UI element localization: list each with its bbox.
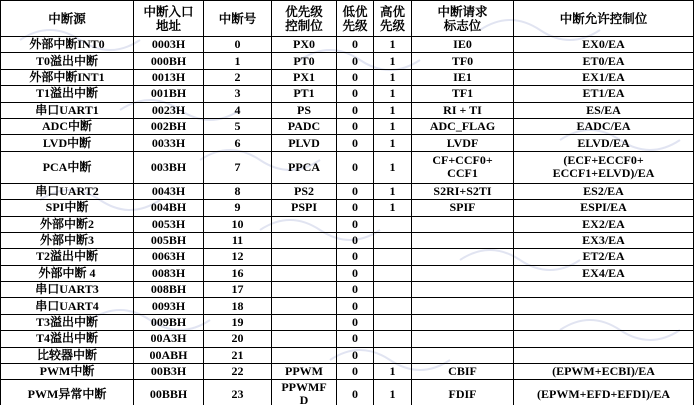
cell-request-flag-bit: [412, 331, 514, 347]
cell-request-flag-bit: [412, 298, 514, 314]
table-row: [1, 347, 694, 363]
cell-entry-address: 004BH: [134, 200, 204, 216]
cell-request-flag-bit: LVDF: [412, 135, 514, 151]
cell-interrupt-number: 17: [204, 282, 272, 298]
cell-high-priority: [374, 331, 412, 347]
table-row: [1, 265, 694, 281]
cell-low-priority: 0: [337, 53, 374, 69]
cell-entry-address: 005BH: [134, 232, 204, 248]
cell-request-flag-bit: [412, 265, 514, 281]
cell-request-flag-bit: IE0: [412, 37, 514, 53]
table-row: [1, 37, 694, 53]
cell-high-priority: [374, 216, 412, 232]
cell-enable-control-bit: ET1/EA: [514, 86, 694, 102]
cell-entry-address: 0093H: [134, 298, 204, 314]
table-row: [1, 53, 694, 69]
cell-source: PCA中断: [1, 151, 134, 183]
cell-source: SPI中断: [1, 200, 134, 216]
cell-priority-control-bit: PS2: [272, 183, 337, 199]
cell-entry-address: 00B3H: [134, 364, 204, 380]
cell-enable-control-bit: (EPWM+ECBI)/EA: [514, 364, 694, 380]
cell-low-priority: 0: [337, 69, 374, 85]
cell-request-flag-bit: ADC_FLAG: [412, 118, 514, 134]
cell-source: 外部中断INT1: [1, 69, 134, 85]
cell-request-flag-bit: [412, 282, 514, 298]
table-row: [1, 118, 694, 134]
cell-request-flag-bit: [412, 216, 514, 232]
header-high-priority: 高优 先级: [374, 1, 412, 37]
cell-low-priority: 0: [337, 183, 374, 199]
cell-interrupt-number: 8: [204, 183, 272, 199]
cell-priority-control-bit: PT1: [272, 86, 337, 102]
cell-request-flag-bit: TF0: [412, 53, 514, 69]
header-entry-address: 中断入口 地址: [134, 1, 204, 37]
cell-high-priority: 1: [374, 183, 412, 199]
cell-source: 串口UART4: [1, 298, 134, 314]
cell-source: T3溢出中断: [1, 314, 134, 330]
cell-priority-control-bit: PT0: [272, 53, 337, 69]
cell-request-flag-bit: [412, 347, 514, 363]
cell-high-priority: 1: [374, 37, 412, 53]
table-row: [1, 249, 694, 265]
cell-priority-control-bit: PX1: [272, 69, 337, 85]
cell-high-priority: 1: [374, 86, 412, 102]
cell-priority-control-bit: PSPI: [272, 200, 337, 216]
cell-enable-control-bit: ES/EA: [514, 102, 694, 118]
cell-request-flag-bit: SPIF: [412, 200, 514, 216]
cell-priority-control-bit: [272, 216, 337, 232]
header-low-priority: 低优 先级: [337, 1, 374, 37]
cell-low-priority: 0: [337, 265, 374, 281]
cell-enable-control-bit: EX3/EA: [514, 232, 694, 248]
cell-source: ADC中断: [1, 118, 134, 134]
table-row: [1, 86, 694, 102]
table-row: [1, 102, 694, 118]
cell-high-priority: [374, 232, 412, 248]
cell-interrupt-number: 16: [204, 265, 272, 281]
table-body: [1, 37, 694, 405]
cell-request-flag-bit: IE1: [412, 69, 514, 85]
cell-low-priority: 0: [337, 151, 374, 183]
cell-low-priority: 0: [337, 232, 374, 248]
cell-high-priority: 1: [374, 118, 412, 134]
cell-entry-address: 0023H: [134, 102, 204, 118]
cell-interrupt-number: 7: [204, 151, 272, 183]
cell-source: PWM中断: [1, 364, 134, 380]
cell-priority-control-bit: [272, 298, 337, 314]
cell-priority-control-bit: PX0: [272, 37, 337, 53]
cell-interrupt-number: 10: [204, 216, 272, 232]
cell-priority-control-bit: PPWM: [272, 364, 337, 380]
cell-enable-control-bit: ESPI/EA: [514, 200, 694, 216]
cell-high-priority: 1: [374, 151, 412, 183]
cell-interrupt-number: 22: [204, 364, 272, 380]
cell-priority-control-bit: PADC: [272, 118, 337, 134]
cell-interrupt-number: 21: [204, 347, 272, 363]
table-row: [1, 200, 694, 216]
cell-interrupt-number: 18: [204, 298, 272, 314]
cell-enable-control-bit: ET0/EA: [514, 53, 694, 69]
cell-entry-address: 002BH: [134, 118, 204, 134]
cell-request-flag-bit: [412, 314, 514, 330]
table-row: [1, 69, 694, 85]
cell-priority-control-bit: [272, 232, 337, 248]
cell-entry-address: 0063H: [134, 249, 204, 265]
cell-entry-address: 0033H: [134, 135, 204, 151]
table-header-row: [1, 1, 694, 37]
cell-entry-address: 003BH: [134, 151, 204, 183]
cell-low-priority: 0: [337, 37, 374, 53]
cell-enable-control-bit: ES2/EA: [514, 183, 694, 199]
cell-interrupt-number: 4: [204, 102, 272, 118]
cell-low-priority: 0: [337, 364, 374, 380]
cell-priority-control-bit: PLVD: [272, 135, 337, 151]
table-row: [1, 216, 694, 232]
cell-source: T4溢出中断: [1, 331, 134, 347]
cell-enable-control-bit: ET2/EA: [514, 249, 694, 265]
cell-low-priority: 0: [337, 347, 374, 363]
cell-priority-control-bit: [272, 265, 337, 281]
cell-request-flag-bit: FDIF: [412, 380, 514, 405]
header-priority-control-bit: 优先级 控制位: [272, 1, 337, 37]
cell-high-priority: 1: [374, 135, 412, 151]
cell-request-flag-bit: TF1: [412, 86, 514, 102]
cell-source: 外部中断3: [1, 232, 134, 248]
cell-high-priority: [374, 314, 412, 330]
cell-low-priority: 0: [337, 298, 374, 314]
cell-enable-control-bit: [514, 331, 694, 347]
cell-source: 外部中断INT0: [1, 37, 134, 53]
cell-interrupt-number: 20: [204, 331, 272, 347]
cell-entry-address: 001BH: [134, 86, 204, 102]
cell-low-priority: 0: [337, 200, 374, 216]
cell-interrupt-number: 9: [204, 200, 272, 216]
cell-entry-address: 00BBH: [134, 380, 204, 405]
cell-enable-control-bit: [514, 282, 694, 298]
cell-enable-control-bit: [514, 314, 694, 330]
cell-low-priority: 0: [337, 331, 374, 347]
cell-source: 串口UART3: [1, 282, 134, 298]
cell-source: 外部中断2: [1, 216, 134, 232]
cell-low-priority: 0: [337, 135, 374, 151]
cell-enable-control-bit: [514, 298, 694, 314]
cell-priority-control-bit: [272, 347, 337, 363]
cell-request-flag-bit: S2RI+S2TI: [412, 183, 514, 199]
cell-high-priority: 1: [374, 69, 412, 85]
cell-source: 串口UART1: [1, 102, 134, 118]
cell-interrupt-number: 5: [204, 118, 272, 134]
cell-priority-control-bit: [272, 282, 337, 298]
table-row: [1, 331, 694, 347]
cell-priority-control-bit: PPCA: [272, 151, 337, 183]
cell-request-flag-bit: RI + TI: [412, 102, 514, 118]
cell-request-flag-bit: [412, 232, 514, 248]
header-request-flag-bit: 中断请求 标志位: [412, 1, 514, 37]
cell-enable-control-bit: EX0/EA: [514, 37, 694, 53]
cell-high-priority: 1: [374, 200, 412, 216]
cell-low-priority: 0: [337, 118, 374, 134]
cell-entry-address: 0003H: [134, 37, 204, 53]
table-row: [1, 232, 694, 248]
cell-high-priority: [374, 282, 412, 298]
table-row: [1, 364, 694, 380]
cell-low-priority: 0: [337, 380, 374, 405]
cell-interrupt-number: 19: [204, 314, 272, 330]
cell-source: 比较器中断: [1, 347, 134, 363]
cell-source: T1溢出中断: [1, 86, 134, 102]
cell-priority-control-bit: PPWMF D: [272, 380, 337, 405]
cell-high-priority: [374, 347, 412, 363]
cell-source: T0溢出中断: [1, 53, 134, 69]
header-enable-control-bit: 中断允许控制位: [514, 1, 694, 37]
cell-enable-control-bit: EX1/EA: [514, 69, 694, 85]
cell-request-flag-bit: [412, 249, 514, 265]
cell-entry-address: 00ABH: [134, 347, 204, 363]
cell-low-priority: 0: [337, 249, 374, 265]
cell-entry-address: 0013H: [134, 69, 204, 85]
cell-source: 串口UART2: [1, 183, 134, 199]
cell-high-priority: 1: [374, 102, 412, 118]
cell-interrupt-number: 2: [204, 69, 272, 85]
cell-entry-address: 0053H: [134, 216, 204, 232]
cell-priority-control-bit: [272, 331, 337, 347]
cell-enable-control-bit: (EPWM+EFD+EFDI)/EA: [514, 380, 694, 405]
cell-interrupt-number: 6: [204, 135, 272, 151]
cell-low-priority: 0: [337, 216, 374, 232]
table-row: [1, 298, 694, 314]
cell-source: 外部中断 4: [1, 265, 134, 281]
table-row: [1, 380, 694, 405]
cell-entry-address: 00A3H: [134, 331, 204, 347]
cell-priority-control-bit: PS: [272, 102, 337, 118]
cell-interrupt-number: 3: [204, 86, 272, 102]
cell-priority-control-bit: [272, 314, 337, 330]
table-row: [1, 151, 694, 183]
table-row: [1, 135, 694, 151]
cell-entry-address: 009BH: [134, 314, 204, 330]
table-row: [1, 183, 694, 199]
cell-enable-control-bit: [514, 347, 694, 363]
cell-interrupt-number: 12: [204, 249, 272, 265]
table-row: [1, 314, 694, 330]
cell-low-priority: 0: [337, 86, 374, 102]
cell-high-priority: 1: [374, 364, 412, 380]
cell-priority-control-bit: [272, 249, 337, 265]
cell-low-priority: 0: [337, 314, 374, 330]
cell-enable-control-bit: EADC/EA: [514, 118, 694, 134]
cell-enable-control-bit: (ECF+ECCF0+ ECCF1+ELVD)/EA: [514, 151, 694, 183]
cell-entry-address: 0043H: [134, 183, 204, 199]
cell-interrupt-number: 1: [204, 53, 272, 69]
cell-entry-address: 0083H: [134, 265, 204, 281]
cell-entry-address: 008BH: [134, 282, 204, 298]
cell-high-priority: 1: [374, 380, 412, 405]
cell-source: PWM异常中断: [1, 380, 134, 405]
cell-enable-control-bit: ELVD/EA: [514, 135, 694, 151]
cell-entry-address: 000BH: [134, 53, 204, 69]
table-row: [1, 282, 694, 298]
header-interrupt-source: 中断源: [1, 1, 134, 37]
cell-high-priority: [374, 265, 412, 281]
cell-interrupt-number: 0: [204, 37, 272, 53]
cell-high-priority: [374, 249, 412, 265]
cell-source: T2溢出中断: [1, 249, 134, 265]
cell-source: LVD中断: [1, 135, 134, 151]
cell-request-flag-bit: CF+CCF0+ CCF1: [412, 151, 514, 183]
header-interrupt-number: 中断号: [204, 1, 272, 37]
cell-low-priority: 0: [337, 282, 374, 298]
cell-high-priority: [374, 298, 412, 314]
cell-high-priority: 1: [374, 53, 412, 69]
cell-interrupt-number: 23: [204, 380, 272, 405]
cell-interrupt-number: 11: [204, 232, 272, 248]
cell-enable-control-bit: EX2/EA: [514, 216, 694, 232]
cell-enable-control-bit: EX4/EA: [514, 265, 694, 281]
cell-request-flag-bit: CBIF: [412, 364, 514, 380]
cell-low-priority: 0: [337, 102, 374, 118]
